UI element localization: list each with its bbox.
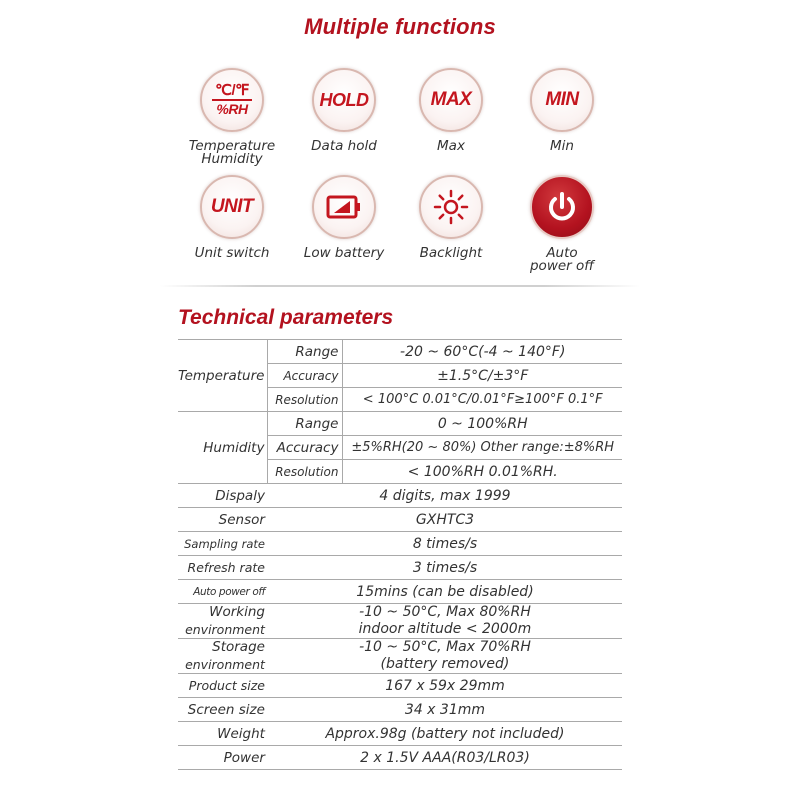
sensor-value: GXHTC3 [268,508,622,532]
function-label: Backlight [419,245,483,261]
refresh-rate-value: 3 times/s [268,556,622,580]
function-unit-switch [167,175,297,260]
storage-environment-label: Storage environment [178,639,268,674]
humidity-label: Humidity [178,412,268,484]
sun-icon-glyph [431,187,471,227]
temperature-resolution-value: < 100°C 0.01°C/0.01°F≥100°F 0.1°F [343,388,622,412]
display-label: Dispaly [178,484,268,508]
function-min [497,68,627,153]
refresh-rate-label: Refresh rate [178,556,268,580]
function-label: Unit switch [194,245,270,261]
screen-size-label: Screen size [178,698,268,722]
power-label: Power [178,746,268,770]
function-label: Data hold [311,138,377,154]
sensor-label: Sensor [178,508,268,532]
table-row [178,722,622,746]
display-value: 4 digits, max 1999 [268,484,622,508]
section-divider [160,285,640,287]
auto-power-off-label: Auto power off [178,580,268,604]
humidity-resolution-label: Resolution [268,460,343,484]
parameters-table [178,339,622,770]
battery-icon [312,175,376,239]
battery-icon-glyph [326,194,362,220]
unit-icon: UNIT [200,175,264,239]
table-row [178,639,622,674]
humidity-range-label: Range [268,412,343,436]
table-row [178,556,622,580]
sampling-rate-label: Sampling rate [178,532,268,556]
function-label: Min [550,138,574,154]
product-size-label: Product size [178,674,268,698]
table-row [178,604,622,639]
temperature-range-label: Range [268,340,343,364]
hold-icon: HOLD [312,68,376,132]
power-icon [530,175,594,239]
min-icon: MIN [530,68,594,132]
storage-environment-value: -10 ~ 50°C, Max 70%RH (battery removed) [268,639,622,674]
table-row [178,698,622,722]
multiple-functions-title: Multiple functions [304,14,496,39]
humidity-resolution-value: < 100%RH 0.01%RH. [343,460,622,484]
screen-size-value: 34 x 31mm [268,698,622,722]
table-row [178,484,622,508]
function-label: Max [437,138,465,154]
product-size-value: 167 x 59x 29mm [268,674,622,698]
table-row [178,412,622,436]
temperature-label: Temperature [178,340,268,412]
technical-parameters-title: Technical parameters [178,306,394,329]
sampling-rate-value: 8 times/s [268,532,622,556]
function-label: Temperature Humidity [188,138,276,167]
temperature-range-value: -20 ~ 60°C(-4 ~ 140°F) [343,340,622,364]
power-value: 2 x 1.5V AAA(R03/LR03) [268,746,622,770]
working-environment-label: Working environment [178,604,268,639]
power-icon-glyph [544,189,580,225]
table-row [178,746,622,770]
temperature-humidity-icon: ℃/℉ %RH [200,68,264,132]
max-icon: MAX [419,68,483,132]
function-label: Low battery [303,245,385,261]
weight-label: Weight [178,722,268,746]
temperature-accuracy-label: Accuracy [268,364,343,388]
table-row [178,532,622,556]
function-label: Auto power off [529,245,595,274]
weight-value: Approx.98g (battery not included) [268,722,622,746]
humidity-accuracy-value: ±5%RH(20 ~ 80%) Other range:±8%RH [343,436,622,460]
humidity-accuracy-label: Accuracy [268,436,343,460]
table-row [178,580,622,604]
humidity-range-value: 0 ~ 100%RH [343,412,622,436]
sun-icon [419,175,483,239]
temperature-resolution-label: Resolution [268,388,343,412]
working-environment-value: -10 ~ 50°C, Max 80%RH indoor altitude < 2000m [268,604,622,639]
temperature-accuracy-value: ±1.5°C/±3°F [343,364,622,388]
auto-power-off-value: 15mins (can be disabled) [268,580,622,604]
table-row [178,340,622,364]
table-row [178,508,622,532]
function-temperature-humidity [167,68,297,166]
function-auto-power-off [497,175,627,273]
table-row [178,674,622,698]
